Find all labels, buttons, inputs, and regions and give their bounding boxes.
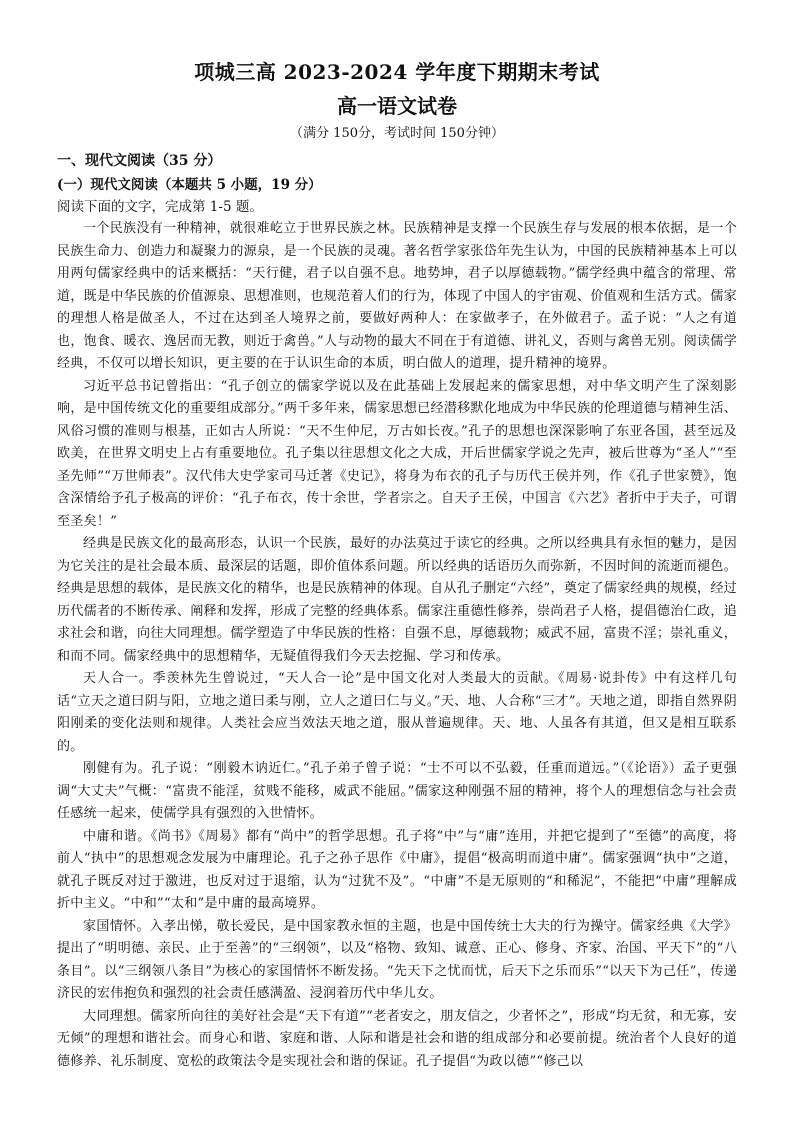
exam-subtitle: 高一语文试卷: [337, 94, 457, 118]
exam-note: （满分 150分，考试时间 150分钟）: [290, 126, 504, 141]
passage-paragraph: 一个民族没有一种精神，就很难屹立于世界民族之林。民族精神是支撑一个民族生存与发展的根本依据，是一个民族生命力、创造力和凝聚力的源泉，是一个民族的灵魂。著名哲学家张岱年先生认为，中国的民族精神基本上可以用两句儒家经典中的话来概括：“天行健，君子以自强不息。地势坤，君子以厚德载物。”儒学经典中蕴含的常理、常道，既是中华民族的价值源泉、思想准则，也规范着人们的行为，体现了中国人的宇宙观、价值观和生活方式。儒家的理想人格是做圣人，不过在达到圣人境界之前，要做好两种人：在家做孝子，在外做君子。孟子说：“人之有道也，饱食、暖衣、逸居而无教，则近于禽兽。”人与动物的最大不同在于有道德、讲礼义，否则与禽兽无别。阅读儒学经典，不仅可以增长知识，更主要的在于认识生命的本质，明白做人的道理，提升精神的境界。: [57, 221, 737, 371]
passage-paragraph: 中庸和谐。《尚书》《周易》都有“尚中”的哲学思想。孔子将“中”与“庸”连用，并把它提到了“至德”的高度，将前人“执中”的思想观念发展为中庸理论。孔子之孙子思作《中庸》，提倡“极高明而道中庸”。儒家强调“执中”之道，就孔子既反对过于激进，也反对过于退缩，认为“过犹不及”。“中庸”不是无原则的“和稀泥”，不能把“中庸”理解成折中主义。“中和”“太和”是中庸的最高境界。: [57, 828, 737, 911]
section-heading: 一、现代文阅读（35 分）: [57, 153, 222, 169]
exam-page: [57, 58, 737, 1073]
section-subheading: (一）现代文阅读（本题共 5 小题，19 分）: [57, 177, 322, 193]
passage-paragraph: 家国情怀。入孝出悌，敬长爱民，是中国家教永恒的主题，也是中国传统士大夫的行为操守。儒家经典《大学》提出了“明明德、亲民、止于至善”的“三纲领”，以及“格物、致知、诚意、正心、修身、齐家、治国、平天下”的“八条目”。以“三纲领八条目”为核心的家国情怀不断发扬。“先天下之忧而忧，后天下之乐而乐”“以天下为己任”，传递济民的宏伟抱负和强烈的社会责任感满盈、浸润着历代中华儿女。: [57, 918, 737, 1001]
reading-instruction: 阅读下面的文字，完成第 1-5 题。: [57, 199, 263, 215]
passage-paragraph: 大同理想。儒家所向往的美好社会是“天下有道”“老者安之，朋友信之，少者怀之”，形成“均无贫，和无寡，安无倾”的理想和谐社会。而身心和谐、家庭和谐、人际和谐是社会和谐的组成部分和必要前提。统治者个人良好的道德修养、礼乐制度、宽松的政策法令是实现社会和谐的保证。孔子提倡“为政以德”“修己以: [57, 1008, 737, 1069]
passage-paragraph: 刚健有为。孔子说：“刚毅木讷近仁。”孔子弟子曾子说：“士不可以不弘毅，任重而道远。”（《论语》）孟子更强调“大丈夫”气概：“富贵不能淫，贫贱不能移，威武不能屈。”儒家这种刚强不屈的精神，将个人的理想信念与社会责任感统一起来，使儒学具有强烈的入世情怀。: [57, 761, 737, 821]
passage-paragraph: 经典是民族文化的最高形态，认识一个民族，最好的办法莫过于读它的经典。之所以经典具有永恒的魅力，是因为它关注的是社会最本质、最深层的话题，即价值体系问题。所以经典的话语历久而弥新，不因时间的流逝而褪色。经典是思想的载体，是民族文化的精华，也是民族精神的体现。自从孔子删定“六经”，奠定了儒家经典的规模，经过历代儒者的不断传承、阐释和发挥，形成了完整的经典体系。儒家注重德性修养，崇尚君子人格，提倡德治仁政，追求社会和谐，向往大同理想。儒学塑造了中华民族的性格：自强不息，厚德载物；威武不屈，富贵不淫；崇礼重义，和而不同。儒家经典中的思想精华，无疑值得我们今天去挖掘、学习和传承。: [57, 536, 737, 664]
passage-paragraph: 天人合一。季羡林先生曾说过，“天人合一论”是中国文化对人类最大的贡献。《周易·说卦传》中有这样几句话“立天之道曰阴与阳，立地之道曰柔与刚，立人之道曰仁与义。”天、地、人合称“三才”。天地之道，即指自然界阴阳刚柔的变化法则和规律。人类社会应当效法天地之道，服从普遍规律。天、地、人虽各有其道，但又是相互联系的。: [57, 671, 737, 754]
exam-title: 项城三高 2023-2024 学年度下期期末考试: [194, 60, 600, 84]
passage: [57, 218, 737, 1073]
passage-paragraph: 习近平总书记曾指出：“孔子创立的儒家学说以及在此基础上发展起来的儒家思想，对中华文明产生了深刻影响，是中国传统文化的重要组成部分。”两千多年来，儒家思想已经潜移默化地成为中华民族的伦理道德与精神生活、风俗习惯的准则与根基，正如古人所说：“天不生仲尼，万古如长夜。”孔子的思想也深深影响了东亚各国，甚至远及欧美，在世界文明史上占有重要地位。孔子集以往思想文化之大成，开后世儒家学说之先声，被后世尊为“圣人”“至圣先师”“万世师表”。汉代伟大史学家司马迁著《史记》，将身为布衣的孔子与历代王侯并列，作《孔子世家赞》，饱含深情给予孔子极高的评价：“孔子布衣，传十余世，学者宗之。自天子王侯，中国言《六艺》者折中于夫子，可谓至圣矣！”: [57, 378, 737, 529]
